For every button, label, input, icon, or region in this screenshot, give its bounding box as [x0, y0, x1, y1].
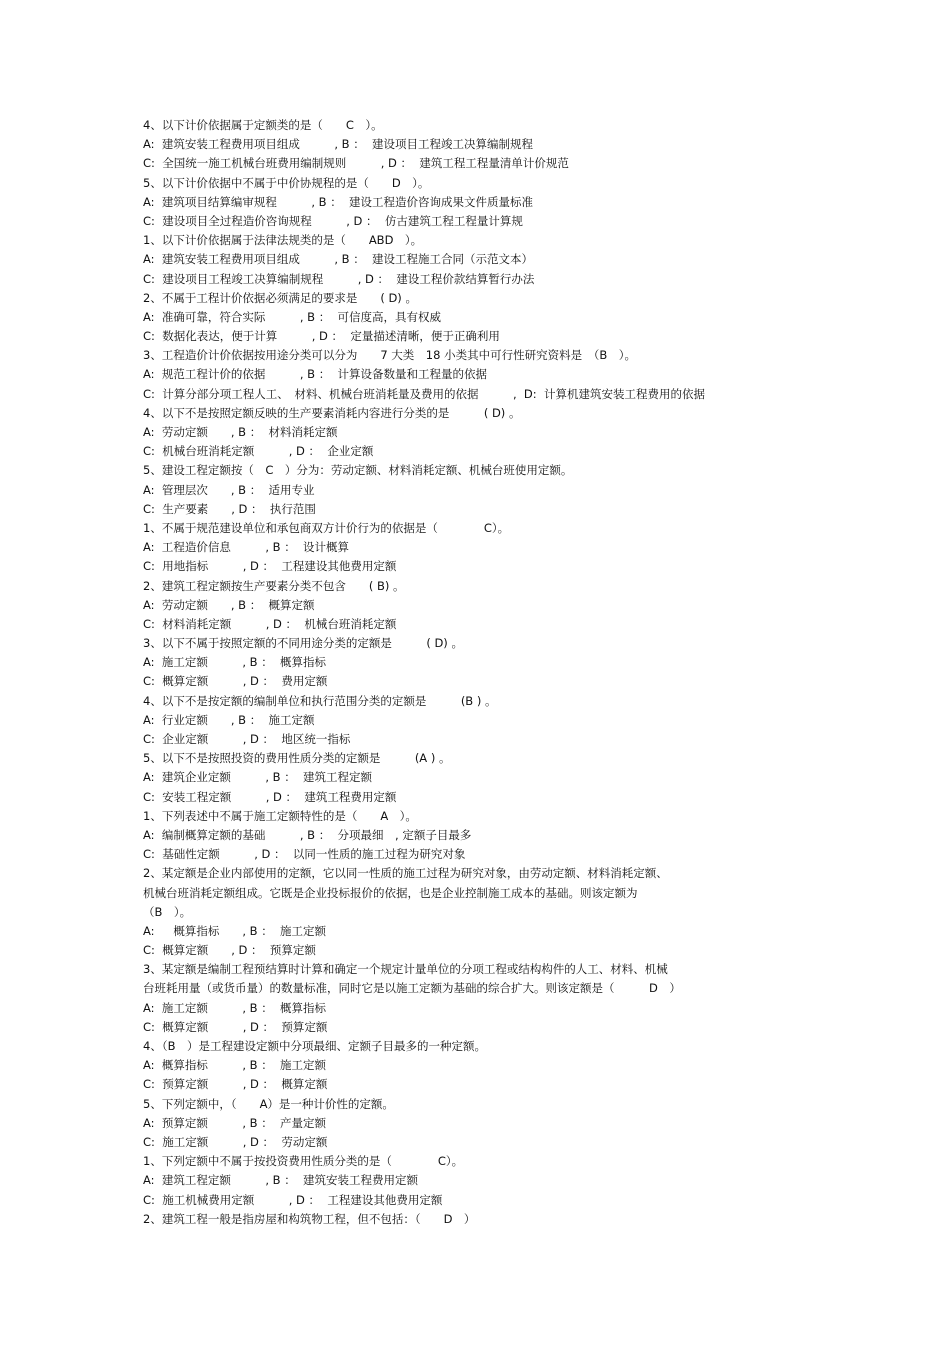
text-line: A: 编制概算定额的基础 , B ： 分项最细 , 定额子目最多 — [143, 827, 472, 842]
text-line: A: 建筑企业定额 , B ： 建筑工程定额 — [143, 770, 373, 785]
text-line: A: 建筑工程定额 , B ： 建筑安装工程费用定额 — [143, 1173, 419, 1188]
text-line: A: 准确可靠，符合实际 , B ： 可信度高，具有权威 — [143, 309, 442, 324]
text-line: 5、以下不是按照投资的费用性质分类的定额是 (A ) 。 — [143, 751, 451, 766]
text-line: A: 工程造价信息 , B ： 设计概算 — [143, 540, 350, 555]
text-line: C: 建设项目全过程造价咨询规程 , D ： 仿古建筑工程工程量计算规 — [143, 213, 523, 228]
text-line: A: 建筑安装工程费用项目组成 , B ： 建设工程施工合同（示范文本） — [143, 252, 534, 267]
text-line: 4、以下计价依据属于定额类的是（ C ）。 — [143, 118, 383, 132]
text-line: A: 施工定额 , B ： 概算指标 — [143, 1000, 327, 1015]
text-line: C: 企业定额 , D ： 地区统一指标 — [143, 732, 351, 746]
text-line: 5、下列定额中，（ A）是一种计价性的定额。 — [143, 1096, 394, 1111]
text-line: C: 安装工程定额 , D ： 建筑工程费用定额 — [143, 789, 397, 804]
text-line: 4、以下不是按照定额反映的生产要素消耗内容进行分类的是 ( D) 。 — [143, 405, 521, 420]
text-line: C: 生产要素 , D ： 执行范围 — [143, 501, 316, 516]
text-line: 1、不属于规范建设单位和承包商双方计价行为的依据是（ C）。 — [143, 520, 510, 535]
text-line: C: 全国统一施工机械台班费用编制规则 , D ： 建筑工程工程量清单计价规范 — [143, 156, 569, 171]
text-line: C: 建设项目工程竣工决算编制规程 , D ： 建设工程价款结算暂行办法 — [143, 271, 535, 286]
text-line: A: 概算指标 , B ： 施工定额 — [143, 1058, 327, 1073]
text-line: A: 行业定额 , B ： 施工定额 — [143, 712, 315, 727]
text-line: C: 机械台班消耗定额 , D ： 企业定额 — [143, 444, 374, 459]
text-line: 3、以下不属于按照定额的不同用途分类的定额是 ( D) 。 — [143, 636, 463, 651]
text-line: A: 建筑安装工程费用项目组成 , B ： 建设项目工程竣工决算编制规程 — [143, 137, 534, 152]
text-line: 4、（B ）是工程建设定额中分项最细、定额子目最多的一种定额。 — [143, 1039, 486, 1053]
text-line: 1、下列定额中不属于按投资费用性质分类的是（ C）。 — [143, 1154, 464, 1169]
text-line: 2、建筑工程一般是指房屋和构筑物工程，但不包括：（ D ） — [143, 1211, 476, 1226]
text-line: C: 基础性定额 , D ： 以同一性质的施工过程为研究对象 — [143, 847, 466, 862]
text-line: 3、工程造价计价依据按用途分类可以分为 7 大类 18 小类其中可行性研究资料是 （B ）。 — [143, 348, 636, 363]
text-line: A: 劳动定额 , B ： 概算定额 — [143, 597, 315, 612]
text-line: A: 管理层次 , B ： 适用专业 — [143, 482, 315, 497]
text-line: C: 概算定额 , D ： 预算定额 — [143, 1019, 328, 1034]
question-list — [143, 116, 903, 1229]
text-line: 5、以下计价依据中不属于中价协规程的是（ D ）。 — [143, 175, 430, 190]
text-line: 3、某定额是编制工程预结算时计算和确定一个规定计量单位的分项工程或结构构件的人工、材料、机械 — [143, 962, 668, 977]
text-line: A: 施工定额 , B ： 概算指标 — [143, 655, 327, 670]
text-line: C: 概算定额 , D ： 费用定额 — [143, 674, 328, 689]
text-line: C: 用地指标 , D ： 工程建设其他费用定额 — [143, 559, 397, 574]
text-line: 1、下列表述中不属于施工定额特性的是（ A ）。 — [143, 808, 417, 823]
text-line: A: 规范工程计价的依据 , B ： 计算设备数量和工程量的依据 — [143, 367, 488, 382]
text-line: C: 材料消耗定额 , D ： 机械台班消耗定额 — [143, 616, 397, 631]
text-line: C: 计算分部分项工程人工、 材料、机械台班消耗量及费用的依据 , D: 计算机建筑安装工程费用的依据 — [143, 386, 705, 401]
text-line: 2、建筑工程定额按生产要素分类不包含 ( B) 。 — [143, 578, 405, 593]
text-line: A: 建筑项目结算编审规程 , B ： 建设工程造价咨询成果文件质量标准 — [143, 194, 534, 209]
text-line: 2、某定额是企业内部使用的定额，它以同一性质的施工过程为研究对象，由劳动定额、材料消耗定额、 — [143, 866, 668, 881]
text-line: 台班耗用量（或货币量）的数量标准，同时它是以施工定额为基础的综合扩大。则该定额是（ D ） — [143, 981, 681, 996]
text-line: A: 概算指标 , B ： 施工定额 — [143, 923, 327, 938]
text-line: 1、以下计价依据属于法律法规类的是（ ABD ）。 — [143, 233, 423, 248]
text-line: C: 概算定额 , D ： 预算定额 — [143, 943, 316, 958]
text-line: C: 施工定额 , D ： 劳动定额 — [143, 1134, 328, 1149]
text-line: A: 预算定额 , B ： 产量定额 — [143, 1115, 327, 1130]
text-line: 2、不属于工程计价依据必须满足的要求是 ( D) 。 — [143, 290, 417, 305]
text-line: 4、以下不是按定额的编制单位和执行范围分类的定额是 (B ) 。 — [143, 693, 497, 708]
text-line: C: 施工机械费用定额 , D ： 工程建设其他费用定额 — [143, 1192, 443, 1207]
text-line: C: 数据化表达，便于计算 , D ： 定量描述清晰，便于正确利用 — [143, 329, 500, 344]
text-line: （B ）。 — [143, 904, 192, 919]
text-line: 5、建设工程定额按（ C ）分为：劳动定额、材料消耗定额、机械台班使用定额。 — [143, 463, 573, 478]
text-line: 机械台班消耗定额组成。它既是企业投标报价的依据，也是企业控制施工成本的基础。则该定额为 — [143, 885, 638, 900]
text-line: C: 预算定额 , D ： 概算定额 — [143, 1077, 328, 1092]
text-line: A: 劳动定额 , B ： 材料消耗定额 — [143, 425, 338, 439]
